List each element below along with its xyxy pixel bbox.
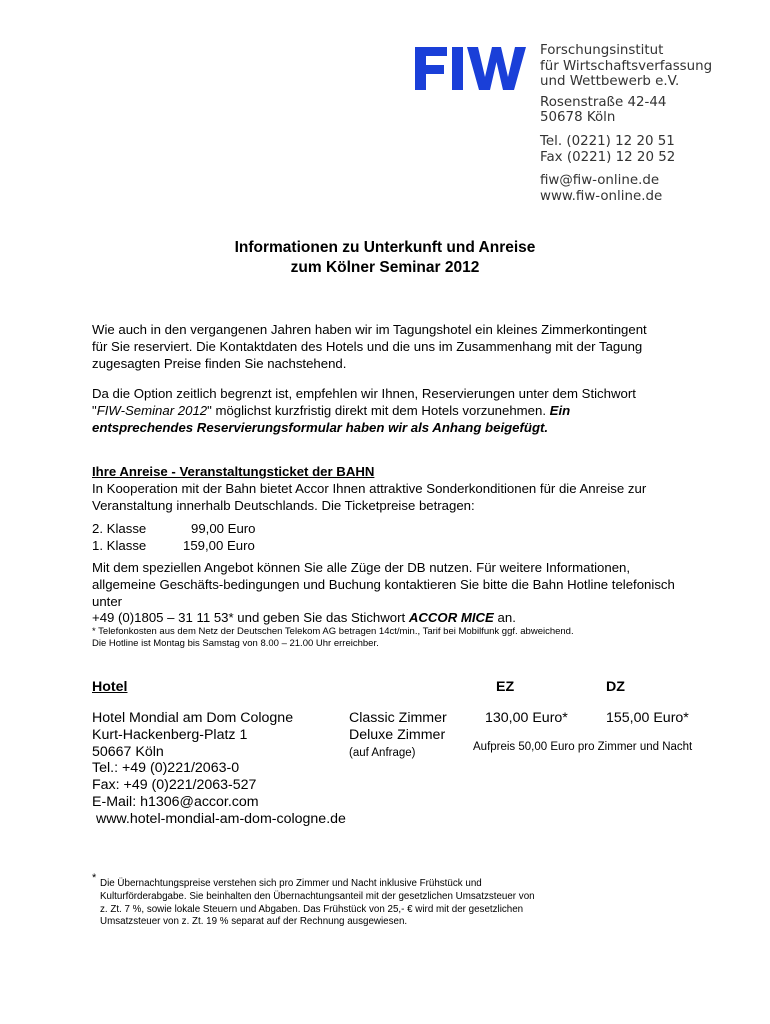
- letterhead-address: [540, 43, 712, 204]
- letterhead-line: und Wettbewerb e.V.: [540, 74, 680, 90]
- intro-paragraph: [92, 322, 722, 372]
- letterhead-line: Forschungsinstitut: [540, 43, 664, 58]
- footnote-marker: *: [92, 872, 97, 884]
- hotline-line: [92, 610, 722, 627]
- title-line-2: zum Kölner Seminar 2012: [290, 259, 480, 276]
- ez-price: 130,00 Euro*: [485, 710, 568, 726]
- quote-mark: ": [92, 402, 97, 418]
- footnote-line: * Telefonkosten aus dem Netz der Deutschen Telekom AG betragen 14ct/min., Tarif bei Mobilfunk ggf. abweichend.: [92, 626, 574, 637]
- surcharge-note: Aufpreis 50,00 Euro pro Zimmer und Nacht: [473, 741, 693, 753]
- bahn-footnote: [92, 626, 722, 650]
- letterhead-line: für Wirtschaftsverfassung: [540, 58, 713, 74]
- fiw-logo: [413, 44, 527, 92]
- hotel-email[interactable]: E-Mail: h1306@accor.com: [92, 793, 259, 810]
- ez-heading: EZ: [496, 679, 515, 695]
- hotel-name: Hotel Mondial am Dom Cologne: [92, 710, 294, 726]
- hotline-number: +49 (0)1805 – 31 11 53* und geben Sie das Stichwort: [92, 610, 409, 626]
- section-heading: Ihre Anreise - Veranstaltungsticket der BAHN: [92, 464, 375, 479]
- hotel-street: Kurt-Hackenberg-Platz 1: [92, 726, 248, 743]
- paragraph-line: Mit dem speziellen Angebot können Sie alle Züge der DB nutzen. Für weitere Informationen,: [92, 560, 631, 575]
- paragraph-line: allgemeine Geschäfts-bedingungen und Buchung kontaktieren Sie bitte die Bahn Hotline telefonisch: [92, 576, 675, 592]
- emphasis-text: entsprechendes Reservierungsformular haben wir als Anhang beigefügt.: [92, 419, 549, 435]
- hotel-fax: Fax: +49 (0)221/2063-527: [92, 777, 257, 794]
- dz-price: 155,00 Euro*: [606, 710, 689, 726]
- ticket-price: 159,00 Euro: [183, 537, 255, 553]
- letterhead-line: Fax (0221) 12 20 52: [540, 149, 676, 165]
- paragraph-line: zugesagten Preise finden Sie nachstehend.: [92, 355, 347, 371]
- paragraph-line: [92, 403, 722, 420]
- hotline-keyword: ACCOR MICE: [408, 610, 494, 626]
- dz-heading: DZ: [606, 679, 625, 695]
- title-line-1: Informationen zu Unterkunft und Anreise: [234, 239, 536, 256]
- paragraph-line: für Sie reserviert. Die Kontaktdaten des Hotels und die uns im Zusammenhang mit der Tagung: [92, 338, 643, 354]
- footnote-line: Umsatzsteuer von z. Zt. 19 % separat auf der Rechnung ausgewiesen.: [100, 916, 408, 928]
- letterhead-line: 50678 Köln: [540, 110, 616, 126]
- bahn-section: [92, 464, 722, 514]
- price-footnote: [100, 878, 720, 929]
- footnote-line: Die Übernachtungspreise verstehen sich pro Zimmer und Nacht inklusive Frühstück und: [100, 878, 482, 889]
- paragraph-text: " möglichst kurzfristig direkt mit dem Hotels vorzunehmen.: [207, 402, 550, 418]
- hotel-heading: Hotel: [92, 679, 128, 695]
- paragraph-line: Da die Option zeitlich begrenzt ist, empfehlen wir Ihnen, Reservierungen unter dem Stichwort: [92, 386, 636, 401]
- room-classic: Classic Zimmer: [349, 710, 447, 726]
- paragraph-text: an.: [493, 610, 516, 626]
- ticket-class: 1. Klasse: [92, 537, 147, 553]
- letterhead-website[interactable]: www.fiw-online.de: [540, 188, 663, 204]
- ticket-price: 99,00 Euro: [191, 521, 256, 536]
- hotel-city: 50667 Köln: [92, 743, 164, 760]
- hotel-address: [92, 710, 346, 828]
- room-deluxe: Deluxe Zimmer: [349, 726, 446, 743]
- ticket-prices: [92, 521, 722, 555]
- paragraph-line: Veranstaltung innerhalb Deutschlands. Die Ticketpreise betragen:: [92, 497, 475, 513]
- room-note: (auf Anfrage): [349, 746, 416, 759]
- hotel-phone: Tel.: +49 (0)221/2063-0: [92, 760, 240, 777]
- room-types: [349, 710, 447, 762]
- letterhead-line: Tel. (0221) 12 20 51: [540, 133, 675, 149]
- hotel-website[interactable]: www.hotel-mondial-am-dom-cologne.de: [92, 810, 346, 827]
- paragraph-line: unter: [92, 593, 123, 609]
- footnote-line: Die Hotline ist Montag bis Samstag von 8.00 – 21.00 Uhr erreichber.: [92, 638, 379, 649]
- footnote-line: z. Zt. 7 %, sowie lokale Steuern und Abgaben. Das Frühstück von 25,- € wird mit der gesetzlichen: [100, 903, 524, 915]
- paragraph-line: Wie auch in den vergangenen Jahren haben wir im Tagungshotel ein kleines Zimmerkontingent: [92, 322, 647, 337]
- ticket-class: 2. Klasse: [92, 521, 147, 536]
- letterhead-email[interactable]: fiw@fiw-online.de: [540, 173, 660, 189]
- booking-keyword: FIW-Seminar 2012: [96, 402, 208, 418]
- page-title: [0, 238, 770, 278]
- paragraph-line: In Kooperation mit der Bahn bietet Accor Ihnen attraktive Sonderkonditionen für die Anreise zur: [92, 480, 647, 496]
- emphasis-text: Ein: [549, 402, 571, 418]
- price-row: [92, 521, 722, 538]
- bahn-info: [92, 560, 722, 627]
- letterhead-line: Rosenstraße 42-44: [540, 94, 667, 110]
- footnote-line: Kulturförderabgabe. Sie beinhalten den Übernachtungsanteil mit der gesetzlichen Umsatzsteuer von: [100, 890, 535, 902]
- reservation-paragraph: [92, 386, 722, 436]
- price-row: [92, 538, 722, 555]
